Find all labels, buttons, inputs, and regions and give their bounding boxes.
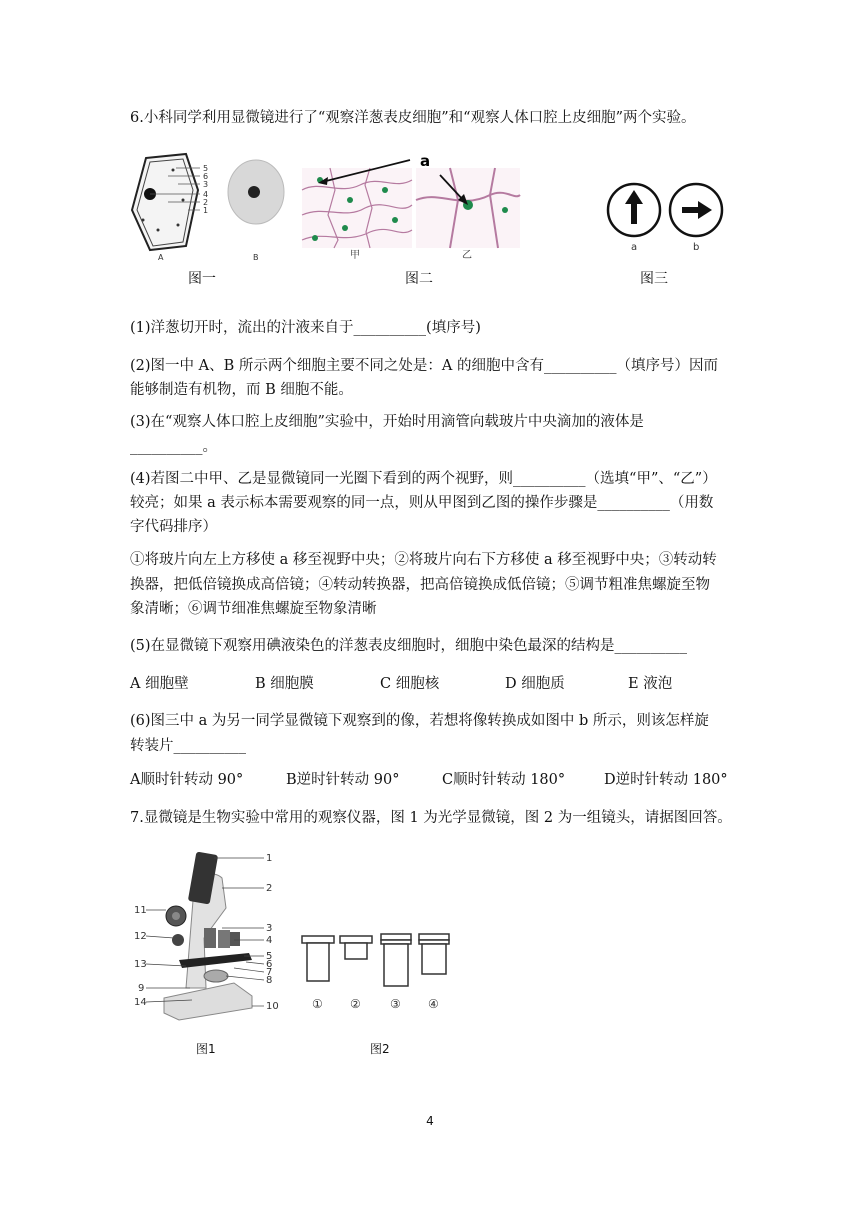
q6-part6-option-c: C顺时针转动 180°	[442, 772, 566, 788]
fig1-num: 6	[203, 172, 209, 181]
q6-part6-option-d: D逆时针转动 180°	[604, 772, 728, 788]
q6-part2-line1: (2)图一中 A、B 所示两个细胞主要不同之处是：A 的细胞中含有__________（填序号）因而	[130, 358, 718, 374]
part-number: 11	[134, 905, 147, 916]
part-number: 3	[266, 923, 273, 934]
part-number: 1	[266, 853, 273, 864]
figure-1-caption: 图一	[188, 271, 216, 287]
fig2-label-yi: 乙	[462, 250, 472, 260]
q6-steps-line2: 换器，把低倍镜换成高倍镜；④转动转换器，把高倍镜换成低倍镜；⑤调节粗准焦螺旋至物	[130, 577, 710, 593]
part-number: 13	[134, 959, 147, 970]
q6-part5-option-e: E 液泡	[628, 676, 673, 692]
figure-7-2-lenses	[298, 932, 454, 1016]
part-number: 5	[266, 951, 273, 962]
part-number: 8	[266, 975, 273, 986]
figure-7-1-caption: 图1	[196, 1042, 216, 1056]
q6-part3-line2: __________。	[130, 439, 217, 455]
q6-part3-line1: (3)在“观察人体口腔上皮细胞”实验中，开始时用滴管向载玻片中央滴加的液体是	[130, 414, 644, 430]
figure-2-fields	[300, 150, 522, 260]
q6-part5: (5)在显微镜下观察用碘液染色的洋葱表皮细胞时，细胞中染色最深的结构是__________	[130, 638, 688, 654]
q6-part4-line2: 较亮；如果 a 表示标本需要观察的同一点，则从甲图到乙图的操作步骤是__________（用数	[130, 495, 714, 511]
q6-part5-option-c: C 细胞核	[380, 676, 440, 692]
q6-part1: (1)洋葱切开时，流出的汁液来自于__________(填序号)	[130, 320, 481, 336]
lens-label: ②	[350, 997, 361, 1011]
fig1-num: 4	[203, 190, 209, 199]
q6-part5-option-b: B 细胞膜	[255, 676, 314, 692]
fig3-label-a: a	[631, 242, 638, 253]
figure-2-caption: 图二	[405, 271, 433, 287]
q6-part6-option-a: A顺时针转动 90°	[130, 772, 244, 788]
q6-part5-option-a: A 细胞壁	[130, 676, 189, 692]
part-number: 7	[266, 967, 273, 978]
fig1-num: 2	[203, 198, 209, 207]
q6-part4-line1: (4)若图二中甲、乙是显微镜同一光圈下看到的两个视野，则__________（选填“甲”、“乙”）	[130, 471, 717, 487]
q6-part2-line2: 能够制造有机物，而 B 细胞不能。	[130, 382, 353, 398]
lens-label: ④	[428, 997, 439, 1011]
fig2-label-jia: 甲	[350, 250, 360, 260]
fig1-num: 3	[203, 180, 209, 189]
part-number: 6	[266, 959, 273, 970]
part-number: 10	[266, 1001, 279, 1012]
q6-part4-line3: 字代码排序）	[130, 519, 217, 535]
fig3-label-b: b	[693, 242, 700, 253]
figure-3-caption: 图三	[640, 271, 668, 287]
part-number: 2	[266, 883, 273, 894]
figure-3-arrows	[604, 178, 730, 256]
q6-steps-line1: ①将玻片向左上方移使 a 移至视野中央；②将玻片向右下方移使 a 移至视野中央；③转动转	[130, 552, 717, 568]
figure-7-1-microscope	[134, 848, 284, 1028]
q6-part5-option-d: D 细胞质	[505, 676, 565, 692]
q6-stem: 6.小科同学利用显微镜进行了“观察洋葱表皮细胞”和“观察人体口腔上皮细胞”两个实验。	[130, 110, 696, 126]
q6-part6-line2: 转装片__________	[130, 738, 246, 754]
fig1-num: 5	[203, 164, 209, 173]
fig1-label-a: A	[158, 253, 164, 262]
lens-label: ①	[312, 997, 323, 1011]
figure-1-cells	[128, 150, 288, 265]
page-number: 4	[426, 1114, 434, 1128]
part-number: 9	[138, 983, 145, 994]
q6-steps-line3: 象清晰；⑥调节细准焦螺旋至物象清晰	[130, 601, 377, 617]
part-number: 4	[266, 935, 273, 946]
q7-stem: 7.显微镜是生物实验中常用的观察仪器，图 1 为光学显微镜，图 2 为一组镜头，请据图回答。	[130, 810, 732, 826]
lens-label: ③	[390, 997, 401, 1011]
figure-7-2-caption: 图2	[370, 1042, 390, 1056]
q6-part6-line1: (6)图三中 a 为另一同学显微镜下观察到的像，若想将像转换成如图中 b 所示，则该怎样旋	[130, 713, 709, 729]
part-number: 14	[134, 997, 147, 1008]
part-number: 12	[134, 931, 147, 942]
fig1-label-b: B	[253, 253, 259, 262]
q6-part6-option-b: B逆时针转动 90°	[286, 772, 400, 788]
fig2-label-a: a	[420, 152, 431, 170]
fig1-num: 1	[203, 206, 209, 215]
